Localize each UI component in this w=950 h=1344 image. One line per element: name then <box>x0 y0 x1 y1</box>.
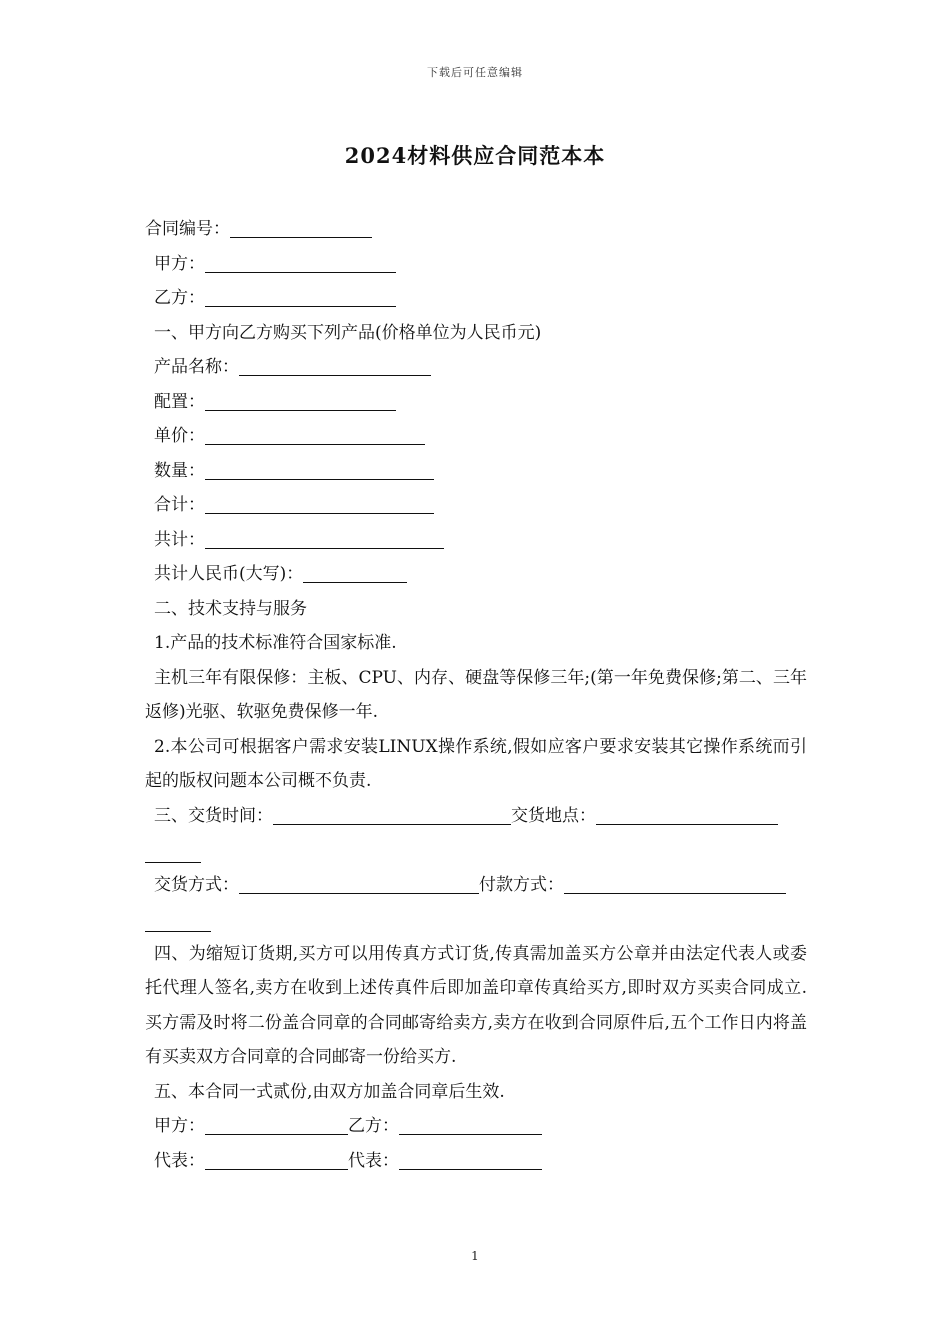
payment-method-blank <box>564 871 786 894</box>
product-name-line <box>145 350 807 385</box>
subtotal-blank <box>205 491 434 514</box>
quantity-label: 数量： <box>154 460 205 481</box>
party-b-label: 乙方： <box>154 288 205 308</box>
subtotal-line <box>145 488 807 523</box>
delivery-place-blank <box>596 802 778 825</box>
page-number: 1 <box>471 1249 479 1263</box>
sign-rep-b-label: 代表： <box>348 1150 399 1171</box>
product-name-label: 产品名称： <box>154 357 239 377</box>
subtotal-label: 合计： <box>154 495 205 515</box>
total-label: 共计： <box>154 529 205 550</box>
unit-price-label: 单价： <box>154 426 205 446</box>
total-rmb-label: 共计人民币(大写)： <box>154 564 304 584</box>
delivery-time-blank <box>273 802 511 825</box>
delivery-method-line <box>145 868 807 903</box>
party-a-blank <box>205 250 396 273</box>
sign-party-a-label: 甲方： <box>154 1116 205 1136</box>
document-title: 2024材料供应合同范本本 <box>344 143 606 168</box>
warranty-text: 主机三年有限保修：主板、CPU、内存、硬盘等保修三年;(第一年免费保修;第二、三年返修)光驱、软驱免费保修一年. <box>145 667 807 722</box>
party-a-line <box>145 247 807 282</box>
config-line <box>145 385 807 420</box>
signature-party-line <box>145 1109 807 1144</box>
sign-party-a-blank <box>205 1112 348 1135</box>
payment-method-label: 付款方式： <box>479 874 564 895</box>
section4-paragraph <box>145 937 807 1075</box>
contract-no-blank <box>230 215 372 238</box>
party-a-label: 甲方： <box>154 253 205 274</box>
sign-rep-a-label: 代表： <box>154 1150 205 1171</box>
section2-item2 <box>145 730 807 799</box>
total-rmb-line <box>145 557 807 592</box>
contract-no-line <box>145 212 807 247</box>
quantity-line <box>145 454 807 489</box>
quantity-blank <box>205 457 434 480</box>
section2-warranty <box>145 661 807 730</box>
total-blank <box>205 526 444 549</box>
delivery-place-label: 交货地点： <box>511 805 596 826</box>
section2-item1: 1.产品的技术标准符合国家标准. <box>154 633 397 653</box>
delivery-method-label: 交货方式： <box>154 874 239 895</box>
header-note: 下载后可任意编辑 <box>427 66 523 79</box>
sign-party-b-blank <box>399 1112 542 1135</box>
delivery-method-blank <box>239 871 479 894</box>
section4-text: 四、为缩短订货期,买方可以用传真方式订货,传真需加盖买方公章并由法定代表人或委托代理人签名,卖方在收到上述传真件后即加盖印章传真给买方,即时双方买卖合同成立.买方需及时将二份盖合同章的合同邮寄给卖方,卖方在收到合同原件后,五个工作日内将盖有买卖双方合同章的合同邮寄一份给买方. <box>145 943 807 1067</box>
signature-rep-line <box>145 1144 807 1179</box>
sign-party-b-label: 乙方： <box>348 1116 399 1136</box>
payment-method-blank-tail <box>145 909 211 932</box>
unit-price-line <box>145 419 807 454</box>
delivery-place-blank-tail <box>145 840 201 863</box>
config-blank <box>205 388 396 411</box>
config-label: 配置： <box>154 391 205 412</box>
section1-heading: 一、甲方向乙方购买下列产品(价格单位为人民币元) <box>154 322 542 343</box>
delivery-place-tail-line <box>145 833 807 868</box>
contract-no-label: 合同编号： <box>145 219 230 239</box>
product-name-blank <box>239 353 431 376</box>
party-b-blank <box>205 284 396 307</box>
delivery-time-label: 三、交货时间： <box>154 805 273 826</box>
unit-price-blank <box>205 422 425 445</box>
payment-method-tail-line <box>145 902 807 937</box>
total-line <box>145 523 807 558</box>
section2-heading: 二、技术支持与服务 <box>154 598 307 619</box>
section5-line: 五、本合同一式贰份,由双方加盖合同章后生效. <box>154 1081 505 1102</box>
delivery-time-line <box>145 799 807 834</box>
sign-rep-b-blank <box>399 1147 542 1170</box>
contract-body <box>145 212 807 1178</box>
total-rmb-blank <box>303 560 407 583</box>
sign-rep-a-blank <box>205 1147 348 1170</box>
item2-text: 2.本公司可根据客户需求安装LINUX操作系统,假如应客户要求安装其它操作系统而引起的版权问题本公司概不负责. <box>145 736 807 791</box>
party-b-line <box>145 281 807 316</box>
